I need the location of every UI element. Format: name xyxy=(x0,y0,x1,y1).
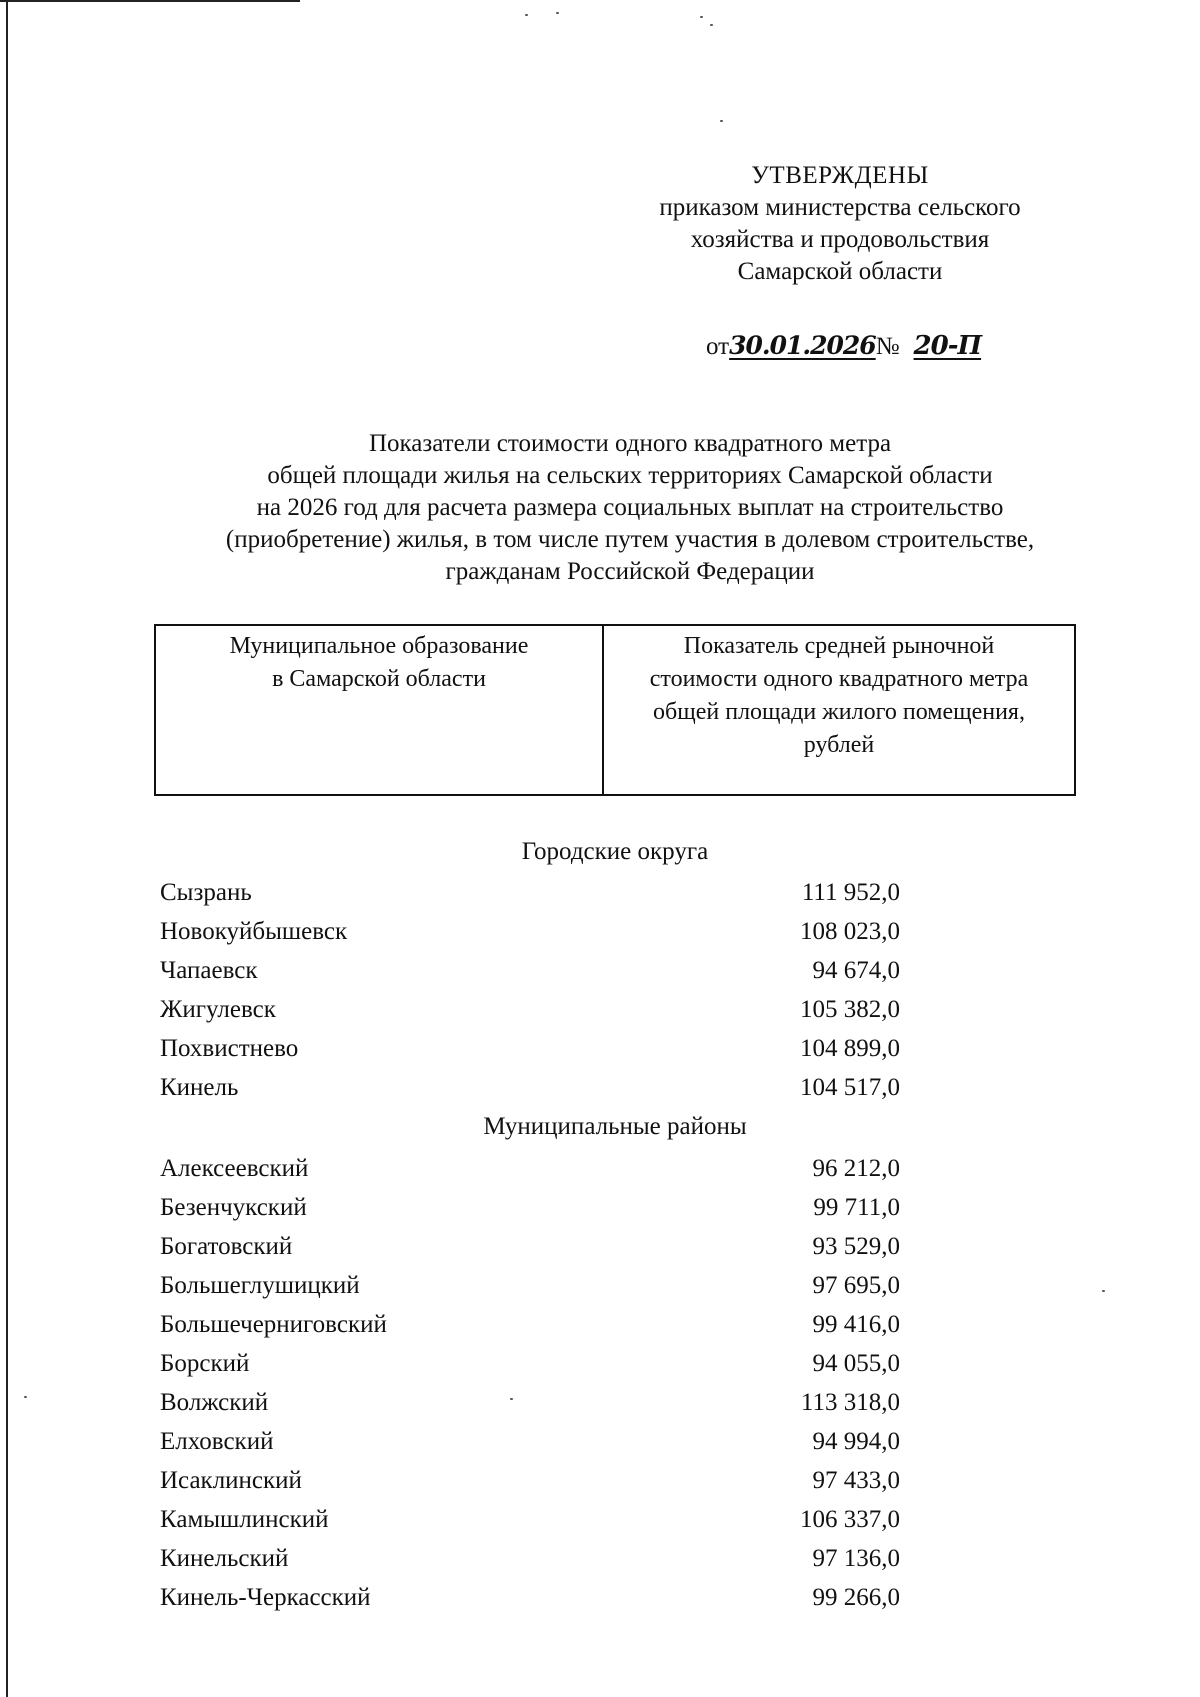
table-row xyxy=(160,1501,900,1539)
order-number-handwritten: 20-П xyxy=(913,331,982,361)
scan-speck xyxy=(1102,1290,1105,1292)
municipality-name: Камышлинский xyxy=(160,1506,329,1533)
table-row xyxy=(160,1345,900,1383)
header-text: Муниципальное образование xyxy=(229,633,529,659)
table-row xyxy=(160,1150,900,1188)
price-value: 97 136,0 xyxy=(812,1545,900,1572)
table-row xyxy=(160,1384,900,1422)
municipality-name: Борский xyxy=(160,1350,250,1377)
header-text: Показатель средней рыночной xyxy=(683,633,995,659)
price-value: 106 337,0 xyxy=(800,1506,900,1533)
price-value: 93 529,0 xyxy=(812,1233,900,1260)
title-line: (приобретение) жилья, в том числе путем участия в долевом строительстве, xyxy=(225,526,1035,553)
table-row xyxy=(160,874,900,912)
title-line: общей площади жилья на сельских территориях Самарской области xyxy=(267,462,993,489)
table-row xyxy=(160,952,900,990)
municipality-name: Алексеевский xyxy=(160,1155,309,1182)
table-row xyxy=(160,1228,900,1266)
order-from-label: от xyxy=(706,333,730,360)
approval-heading: УТВЕРЖДЕНЫ xyxy=(751,162,929,189)
price-value: 99 416,0 xyxy=(812,1311,900,1338)
header-municipality xyxy=(156,626,604,794)
municipality-name: Новокуйбышевск xyxy=(160,918,348,945)
municipality-name: Жигулевск xyxy=(160,996,276,1023)
order-reference xyxy=(706,330,981,363)
document-title xyxy=(140,428,1120,588)
scan-speck xyxy=(525,14,528,16)
header-price-indicator xyxy=(604,626,1074,794)
table-row xyxy=(160,1306,900,1344)
header-text: общей площади жилого помещения, xyxy=(653,699,1025,725)
municipality-name: Чапаевск xyxy=(160,957,258,984)
table-row xyxy=(160,991,900,1029)
price-value: 97 433,0 xyxy=(812,1467,900,1494)
table-row xyxy=(160,913,900,951)
table-row xyxy=(160,1462,900,1500)
price-value: 105 382,0 xyxy=(800,996,900,1023)
section-title: Муниципальные районы xyxy=(483,1113,747,1140)
municipality-name: Волжский xyxy=(160,1389,269,1416)
header-text: рублей xyxy=(803,732,875,758)
price-value: 99 711,0 xyxy=(813,1194,900,1221)
municipality-name: Кинель xyxy=(160,1074,239,1101)
header-text: в Самарской области xyxy=(272,666,486,692)
table-row xyxy=(160,1189,900,1227)
table-row xyxy=(160,1423,900,1461)
price-value: 94 674,0 xyxy=(812,957,900,984)
approval-line: Самарской области xyxy=(737,258,943,285)
municipality-name: Безенчукский xyxy=(160,1194,307,1221)
scan-speck xyxy=(556,12,559,14)
table-row xyxy=(160,1540,900,1578)
header-text: стоимости одного квадратного метра xyxy=(649,666,1029,692)
table-row xyxy=(160,1030,900,1068)
table-row xyxy=(160,1579,900,1617)
scan-speck xyxy=(710,24,713,26)
municipality-name: Большеглушицкий xyxy=(160,1272,360,1299)
price-value: 97 695,0 xyxy=(812,1272,900,1299)
scan-speck xyxy=(700,16,703,18)
title-line: Показатели стоимости одного квадратного метра xyxy=(368,430,892,457)
title-line: на 2026 год для расчета размера социальных выплат на строительство xyxy=(256,494,1004,521)
approval-line: приказом министерства сельского xyxy=(659,194,1021,221)
scan-edge-left xyxy=(6,0,8,1697)
price-value: 108 023,0 xyxy=(800,918,900,945)
price-value: 96 212,0 xyxy=(812,1155,900,1182)
municipality-name: Елховский xyxy=(160,1428,274,1455)
price-value: 111 952,0 xyxy=(801,879,900,906)
approval-block xyxy=(600,160,1080,288)
price-value: 94 055,0 xyxy=(812,1350,900,1377)
municipality-name: Большечерниговский xyxy=(160,1311,387,1338)
scan-speck xyxy=(720,120,723,122)
order-date-handwritten: 30.01.2026 xyxy=(729,331,876,360)
table-header xyxy=(154,624,1076,796)
approval-line: хозяйства и продовольствия xyxy=(690,226,990,253)
price-value: 104 899,0 xyxy=(800,1035,900,1062)
title-line: гражданам Российской Федерации xyxy=(445,558,815,585)
scan-speck xyxy=(24,1396,27,1398)
scan-edge-top xyxy=(0,0,300,2)
municipality-name: Кинельский xyxy=(160,1545,289,1572)
municipality-name: Сызрань xyxy=(160,879,252,906)
price-value: 94 994,0 xyxy=(812,1428,900,1455)
price-value: 99 266,0 xyxy=(812,1584,900,1611)
order-number-label: № xyxy=(875,333,900,360)
price-value: 104 517,0 xyxy=(800,1074,900,1101)
price-value: 113 318,0 xyxy=(800,1389,900,1416)
municipality-name: Богатовский xyxy=(160,1233,293,1260)
municipality-name: Исаклинский xyxy=(160,1467,302,1494)
section-title: Городские округа xyxy=(521,838,709,865)
municipality-name: Похвистнево xyxy=(160,1035,299,1062)
table-row xyxy=(160,1267,900,1305)
municipality-name: Кинель-Черкасский xyxy=(160,1584,371,1611)
table-row xyxy=(160,1069,900,1107)
